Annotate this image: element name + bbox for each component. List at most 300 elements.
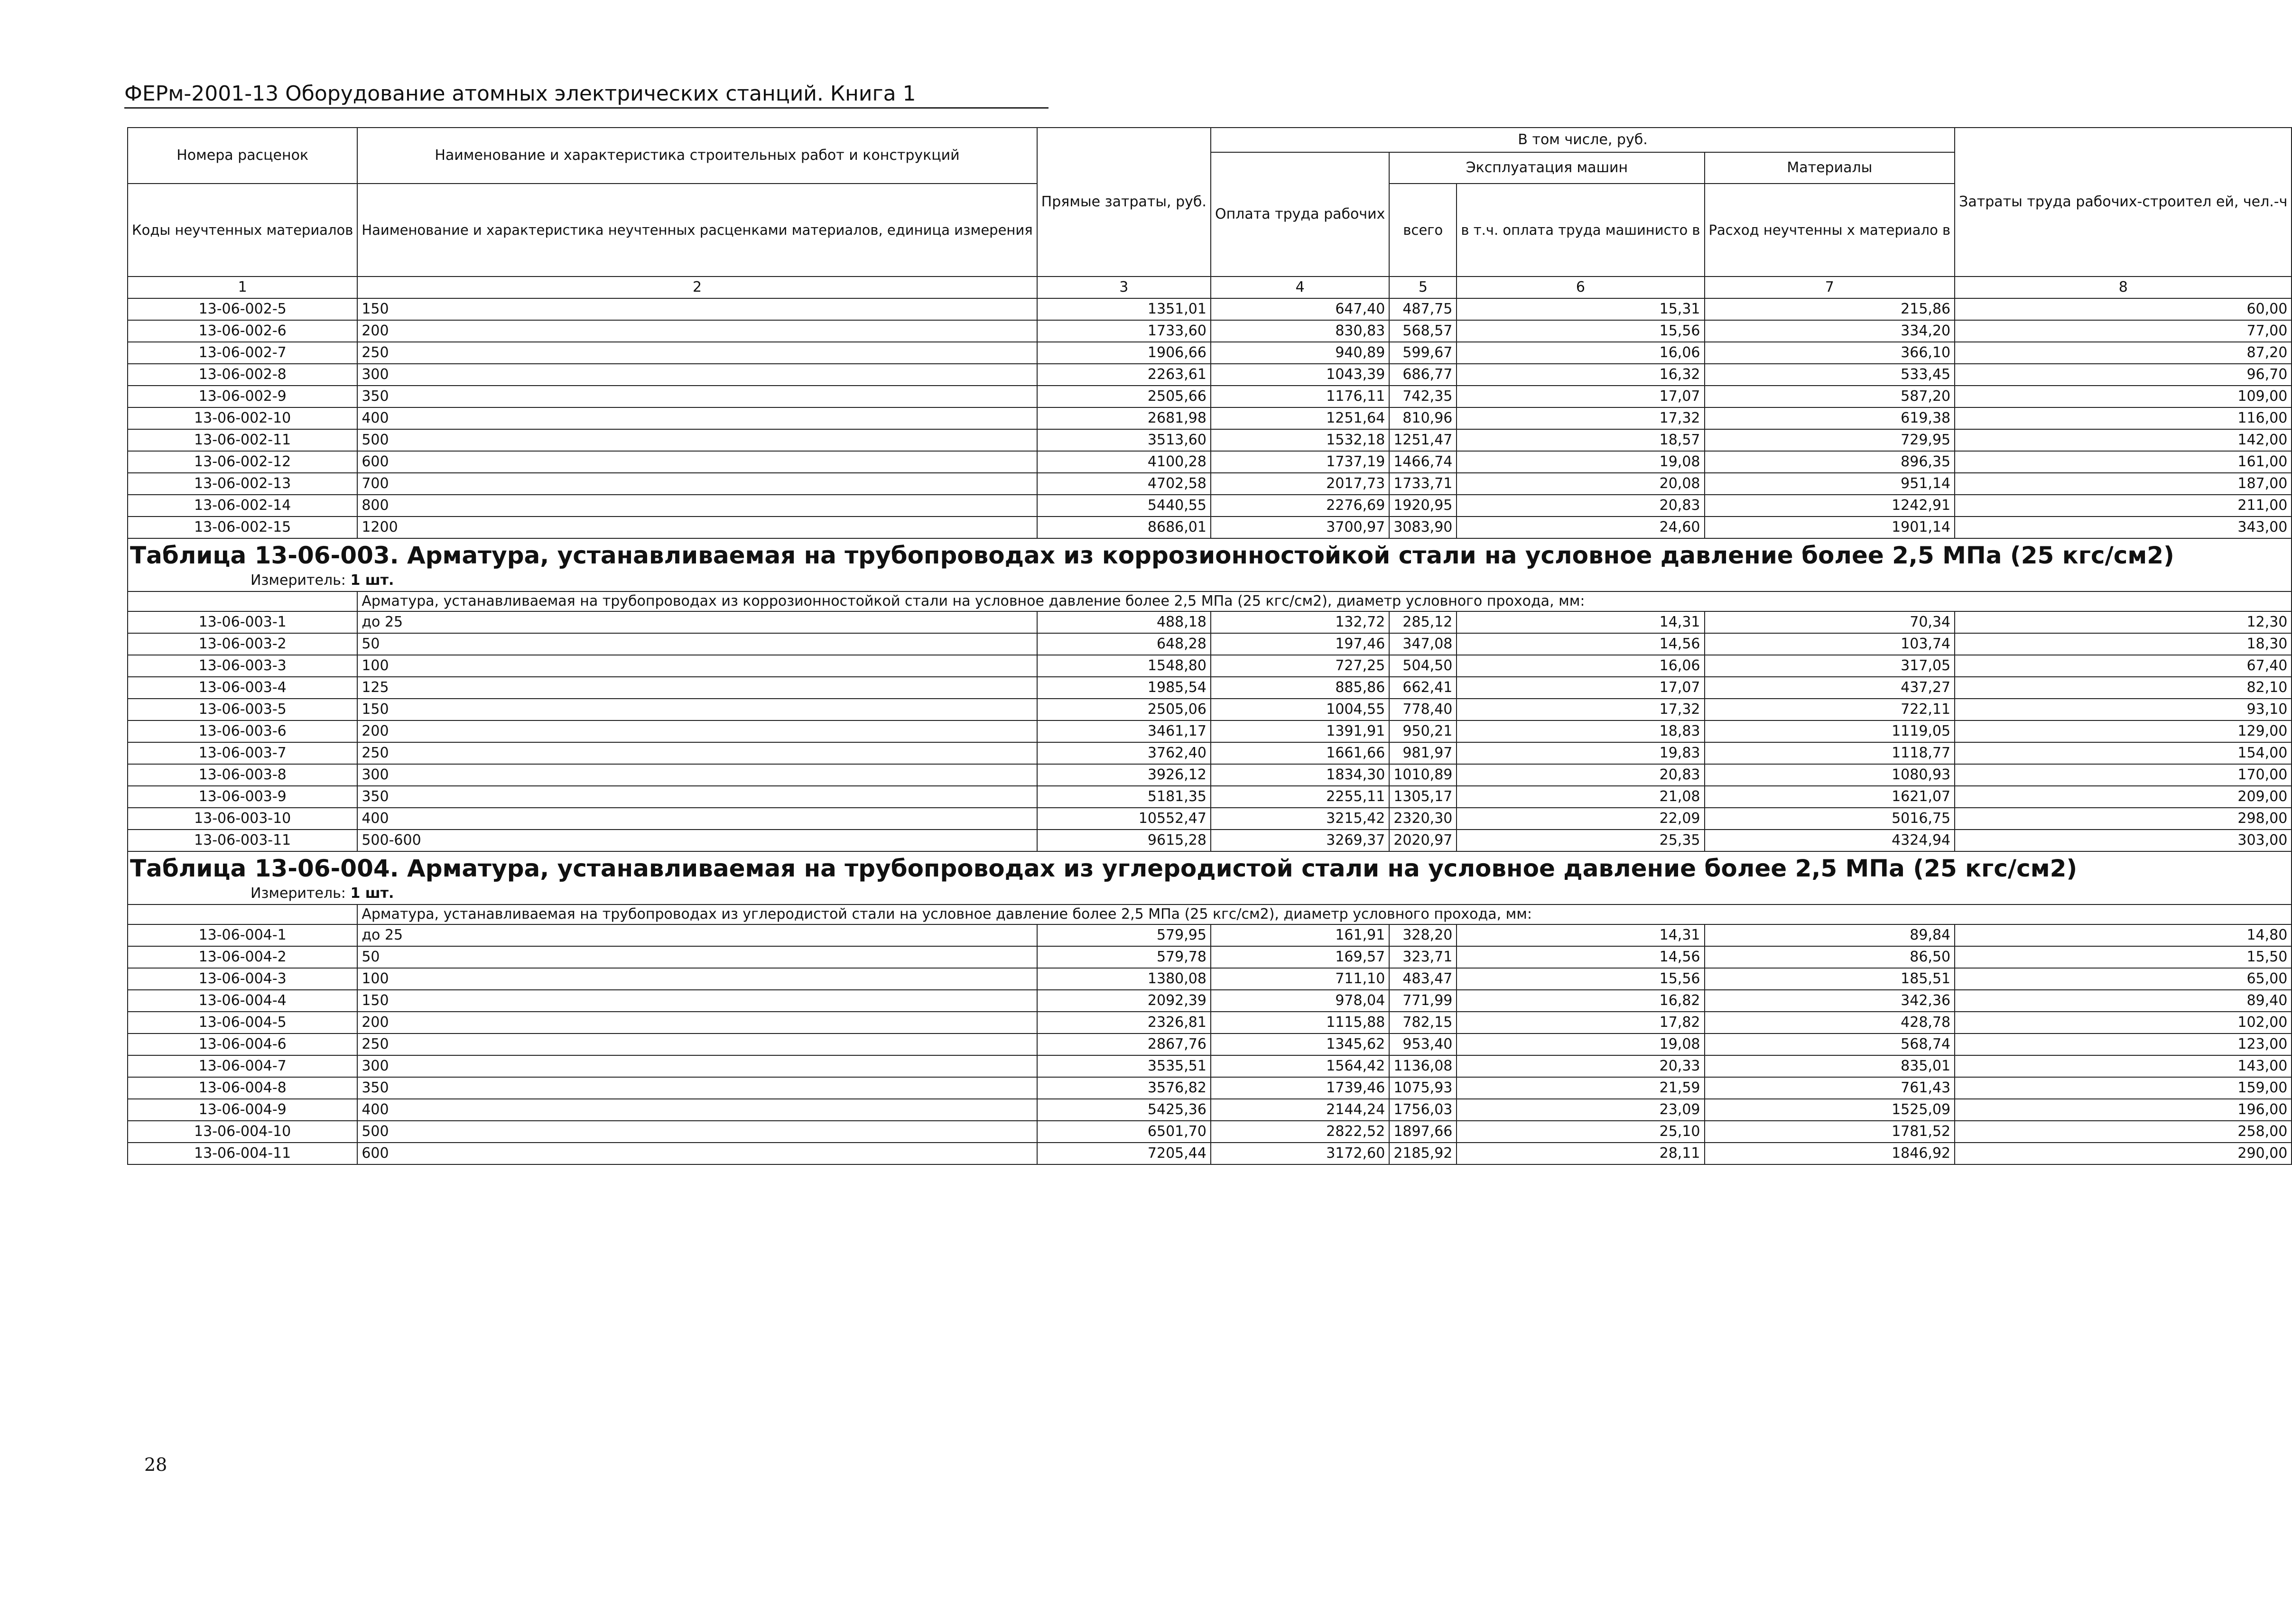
machines-wages-cell: 16,32 (1457, 364, 1704, 386)
meter-row (128, 883, 2292, 904)
table-row (128, 990, 2292, 1012)
machines-wages-cell: 17,82 (1457, 1012, 1704, 1033)
empty-cell (128, 904, 357, 924)
labor-cell: 96,70 (1955, 364, 2292, 386)
machines-total-cell: 1251,47 (1389, 429, 1457, 451)
rate-code-cell: 13-06-004-8 (128, 1077, 357, 1099)
wages-cell: 1251,64 (1211, 407, 1389, 429)
wages-cell: 1345,62 (1211, 1033, 1389, 1055)
wages-cell: 3172,60 (1211, 1143, 1389, 1164)
materials-cell: 89,84 (1705, 924, 1955, 946)
diameter-cell: 250 (357, 742, 1037, 764)
machines-wages-cell: 14,56 (1457, 633, 1704, 655)
machines-wages-cell: 19,83 (1457, 742, 1704, 764)
table-row (128, 1099, 2292, 1121)
labor-cell: 77,00 (1955, 320, 2292, 342)
rate-code-cell: 13-06-004-5 (128, 1012, 357, 1033)
direct-costs-cell: 1380,08 (1037, 968, 1211, 990)
meter-value: 1 шт. (350, 572, 394, 589)
table-row (128, 830, 2292, 851)
wages-cell: 161,91 (1211, 924, 1389, 946)
table-row (128, 342, 2292, 364)
diameter-cell: 800 (357, 495, 1037, 517)
direct-costs-cell: 4702,58 (1037, 473, 1211, 495)
machines-total-cell: 1010,89 (1389, 764, 1457, 786)
direct-costs-cell: 1548,80 (1037, 655, 1211, 677)
section-description: Арматура, устанавливаемая на трубопроводах из углеродистой стали на условное давление более 2,5 МПа (25 кгс/см2), диаметр условного прохода, мм: (357, 904, 2292, 924)
column-number: 5 (1389, 277, 1457, 298)
labor-cell: 196,00 (1955, 1099, 2292, 1121)
machines-wages-cell: 14,31 (1457, 924, 1704, 946)
table-row (128, 1055, 2292, 1077)
table-row (128, 764, 2292, 786)
machines-total-cell: 1305,17 (1389, 786, 1457, 808)
machines-total-cell: 686,77 (1389, 364, 1457, 386)
table-row (128, 924, 2292, 946)
machines-wages-cell: 24,60 (1457, 517, 1704, 538)
labor-cell: 116,00 (1955, 407, 2292, 429)
machines-total-cell: 504,50 (1389, 655, 1457, 677)
labor-cell: 87,20 (1955, 342, 2292, 364)
section-title-row (128, 538, 2292, 570)
labor-cell: 290,00 (1955, 1143, 2292, 1164)
rate-code-cell: 13-06-004-3 (128, 968, 357, 990)
description-row (128, 904, 2292, 924)
wages-cell: 1739,46 (1211, 1077, 1389, 1099)
rate-code-cell: 13-06-003-5 (128, 699, 357, 720)
labor-cell: 161,00 (1955, 451, 2292, 473)
direct-costs-cell: 2505,66 (1037, 386, 1211, 407)
wages-cell: 197,46 (1211, 633, 1389, 655)
machines-wages-cell: 16,06 (1457, 342, 1704, 364)
machines-total-cell: 2020,97 (1389, 830, 1457, 851)
diameter-cell: 250 (357, 342, 1037, 364)
machines-wages-cell: 18,57 (1457, 429, 1704, 451)
machines-wages-cell: 28,11 (1457, 1143, 1704, 1164)
machines-total-cell: 347,08 (1389, 633, 1457, 655)
wages-cell: 1043,39 (1211, 364, 1389, 386)
materials-cell: 317,05 (1705, 655, 1955, 677)
rate-code-cell: 13-06-002-12 (128, 451, 357, 473)
table-row (128, 1143, 2292, 1164)
rate-code-cell: 13-06-003-11 (128, 830, 357, 851)
rate-code-cell: 13-06-003-3 (128, 655, 357, 677)
meter-value: 1 шт. (350, 885, 394, 902)
column-number: 3 (1037, 277, 1211, 298)
materials-cell: 437,27 (1705, 677, 1955, 699)
machines-wages-cell: 21,59 (1457, 1077, 1704, 1099)
diameter-cell: до 25 (357, 611, 1037, 633)
rate-code-cell: 13-06-002-5 (128, 298, 357, 320)
table-row (128, 298, 2292, 320)
labor-cell: 89,40 (1955, 990, 2292, 1012)
section-title: Таблица 13-06-003. Арматура, устанавливаемая на трубопроводах из коррозионностойкой стали на условное давление более 2,5 МПа (25 кгс/см2) (128, 538, 2292, 570)
wages-cell: 169,57 (1211, 946, 1389, 968)
header-work-name: Наименование и характеристика строительных работ и конструкций (357, 128, 1037, 184)
labor-cell: 143,00 (1955, 1055, 2292, 1077)
rate-code-cell: 13-06-004-4 (128, 990, 357, 1012)
machines-wages-cell: 14,56 (1457, 946, 1704, 968)
labor-cell: 102,00 (1955, 1012, 2292, 1033)
machines-wages-cell: 20,83 (1457, 495, 1704, 517)
direct-costs-cell: 5440,55 (1037, 495, 1211, 517)
table-row (128, 699, 2292, 720)
rate-code-cell: 13-06-004-2 (128, 946, 357, 968)
rate-code-cell: 13-06-003-4 (128, 677, 357, 699)
materials-cell: 215,86 (1705, 298, 1955, 320)
rate-code-cell: 13-06-002-9 (128, 386, 357, 407)
machines-wages-cell: 25,10 (1457, 1121, 1704, 1143)
wages-cell: 1004,55 (1211, 699, 1389, 720)
materials-cell: 896,35 (1705, 451, 1955, 473)
table-row (128, 517, 2292, 538)
table-row (128, 495, 2292, 517)
table-row (128, 451, 2292, 473)
wages-cell: 727,25 (1211, 655, 1389, 677)
machines-total-cell: 3083,90 (1389, 517, 1457, 538)
meter-label: Измеритель: (251, 885, 346, 902)
header-machines-total: всего (1389, 184, 1457, 277)
rate-code-cell: 13-06-004-1 (128, 924, 357, 946)
header-material-name: Наименование и характеристика неучтенных расценками материалов, единица измерения (357, 184, 1037, 277)
machines-total-cell: 2320,30 (1389, 808, 1457, 830)
labor-cell: 14,80 (1955, 924, 2292, 946)
rate-code-cell: 13-06-004-11 (128, 1143, 357, 1164)
rate-code-cell: 13-06-003-9 (128, 786, 357, 808)
wages-cell: 1176,11 (1211, 386, 1389, 407)
machines-total-cell: 953,40 (1389, 1033, 1457, 1055)
materials-cell: 1846,92 (1705, 1143, 1955, 1164)
wages-cell: 940,89 (1211, 342, 1389, 364)
rate-code-cell: 13-06-003-10 (128, 808, 357, 830)
rate-code-cell: 13-06-002-7 (128, 342, 357, 364)
machines-total-cell: 487,75 (1389, 298, 1457, 320)
diameter-cell: 300 (357, 1055, 1037, 1077)
labor-cell: 109,00 (1955, 386, 2292, 407)
diameter-cell: 500 (357, 1121, 1037, 1143)
machines-total-cell: 599,67 (1389, 342, 1457, 364)
section-title: Таблица 13-06-004. Арматура, устанавливаемая на трубопроводах из углеродистой стали на условное давление более 2,5 МПа (25 кгс/см2) (128, 851, 2292, 883)
materials-cell: 761,43 (1705, 1077, 1955, 1099)
labor-cell: 12,30 (1955, 611, 2292, 633)
table-row (128, 677, 2292, 699)
labor-cell: 142,00 (1955, 429, 2292, 451)
materials-cell: 835,01 (1705, 1055, 1955, 1077)
header-machines-wages: в т.ч. оплата труда машинисто в (1457, 184, 1704, 277)
table-row (128, 1121, 2292, 1143)
materials-cell: 1080,93 (1705, 764, 1955, 786)
description-row (128, 591, 2292, 611)
labor-cell: 343,00 (1955, 517, 2292, 538)
machines-wages-cell: 21,08 (1457, 786, 1704, 808)
header-rate-numbers: Номера расценок (128, 128, 357, 184)
machines-total-cell: 782,15 (1389, 1012, 1457, 1033)
machines-total-cell: 1733,71 (1389, 473, 1457, 495)
header-materials-use: Расход неучтенны х материало в (1705, 184, 1955, 277)
diameter-cell: 200 (357, 720, 1037, 742)
machines-wages-cell: 20,08 (1457, 473, 1704, 495)
machines-wages-cell: 19,08 (1457, 1033, 1704, 1055)
machines-total-cell: 1136,08 (1389, 1055, 1457, 1077)
diameter-cell: 350 (357, 786, 1037, 808)
machines-total-cell: 662,41 (1389, 677, 1457, 699)
table-row (128, 611, 2292, 633)
wages-cell: 2144,24 (1211, 1099, 1389, 1121)
labor-cell: 129,00 (1955, 720, 2292, 742)
table-row (128, 386, 2292, 407)
diameter-cell: 700 (357, 473, 1037, 495)
direct-costs-cell: 9615,28 (1037, 830, 1211, 851)
machines-wages-cell: 20,33 (1457, 1055, 1704, 1077)
machines-total-cell: 771,99 (1389, 990, 1457, 1012)
machines-wages-cell: 18,83 (1457, 720, 1704, 742)
diameter-cell: 150 (357, 298, 1037, 320)
table-row (128, 968, 2292, 990)
machines-total-cell: 1466,74 (1389, 451, 1457, 473)
machines-total-cell: 981,97 (1389, 742, 1457, 764)
direct-costs-cell: 2681,98 (1037, 407, 1211, 429)
wages-cell: 978,04 (1211, 990, 1389, 1012)
machines-wages-cell: 16,06 (1457, 655, 1704, 677)
materials-cell: 86,50 (1705, 946, 1955, 968)
diameter-cell: 350 (357, 1077, 1037, 1099)
direct-costs-cell: 1733,60 (1037, 320, 1211, 342)
header-materials: Материалы (1705, 152, 1955, 184)
table-row (128, 1033, 2292, 1055)
table-row (128, 720, 2292, 742)
labor-cell: 159,00 (1955, 1077, 2292, 1099)
direct-costs-cell: 4100,28 (1037, 451, 1211, 473)
table-body (128, 128, 2292, 1164)
direct-costs-cell: 648,28 (1037, 633, 1211, 655)
materials-cell: 428,78 (1705, 1012, 1955, 1033)
direct-costs-cell: 7205,44 (1037, 1143, 1211, 1164)
table-row (128, 1012, 2292, 1033)
machines-total-cell: 1075,93 (1389, 1077, 1457, 1099)
direct-costs-cell: 579,78 (1037, 946, 1211, 968)
materials-cell: 722,11 (1705, 699, 1955, 720)
meter-label: Измеритель: (251, 572, 346, 589)
machines-wages-cell: 15,56 (1457, 320, 1704, 342)
machines-total-cell: 323,71 (1389, 946, 1457, 968)
section-description: Арматура, устанавливаемая на трубопроводах из коррозионностойкой стали на условное давление более 2,5 МПа (25 кгс/см2), диаметр условного прохода, мм: (357, 591, 2292, 611)
header-wages: Оплата труда рабочих (1211, 152, 1389, 277)
labor-cell: 67,40 (1955, 655, 2292, 677)
rate-code-cell: 13-06-002-10 (128, 407, 357, 429)
rate-code-cell: 13-06-003-6 (128, 720, 357, 742)
column-numbers-row (128, 277, 2292, 298)
labor-cell: 18,30 (1955, 633, 2292, 655)
meter-row (128, 570, 2292, 591)
rate-code-cell: 13-06-002-6 (128, 320, 357, 342)
wages-cell: 711,10 (1211, 968, 1389, 990)
diameter-cell: 150 (357, 699, 1037, 720)
materials-cell: 729,95 (1705, 429, 1955, 451)
wages-cell: 885,86 (1211, 677, 1389, 699)
machines-wages-cell: 15,31 (1457, 298, 1704, 320)
labor-cell: 154,00 (1955, 742, 2292, 764)
wages-cell: 2017,73 (1211, 473, 1389, 495)
table-row (128, 655, 2292, 677)
rate-code-cell: 13-06-002-14 (128, 495, 357, 517)
machines-total-cell: 483,47 (1389, 968, 1457, 990)
labor-cell: 60,00 (1955, 298, 2292, 320)
direct-costs-cell: 579,95 (1037, 924, 1211, 946)
direct-costs-cell: 1906,66 (1037, 342, 1211, 364)
meter (128, 883, 2292, 904)
materials-cell: 1901,14 (1705, 517, 1955, 538)
materials-cell: 1781,52 (1705, 1121, 1955, 1143)
machines-wages-cell: 19,08 (1457, 451, 1704, 473)
labor-cell: 211,00 (1955, 495, 2292, 517)
table-row (128, 473, 2292, 495)
machines-total-cell: 1756,03 (1389, 1099, 1457, 1121)
diameter-cell: 125 (357, 677, 1037, 699)
direct-costs-cell: 8686,01 (1037, 517, 1211, 538)
rate-code-cell: 13-06-004-7 (128, 1055, 357, 1077)
header-material-codes: Коды неучтенных материалов (128, 184, 357, 277)
table-row (128, 633, 2292, 655)
diameter-cell: 200 (357, 320, 1037, 342)
machines-wages-cell: 14,31 (1457, 611, 1704, 633)
diameter-cell: 300 (357, 764, 1037, 786)
labor-cell: 65,00 (1955, 968, 2292, 990)
labor-cell: 209,00 (1955, 786, 2292, 808)
column-number: 2 (357, 277, 1037, 298)
direct-costs-cell: 10552,47 (1037, 808, 1211, 830)
direct-costs-cell: 1351,01 (1037, 298, 1211, 320)
rate-code-cell: 13-06-004-9 (128, 1099, 357, 1121)
column-number: 6 (1457, 277, 1704, 298)
table-row (128, 808, 2292, 830)
machines-total-cell: 742,35 (1389, 386, 1457, 407)
labor-cell: 187,00 (1955, 473, 2292, 495)
materials-cell: 342,36 (1705, 990, 1955, 1012)
wages-cell: 3215,42 (1211, 808, 1389, 830)
machines-total-cell: 950,21 (1389, 720, 1457, 742)
materials-cell: 1118,77 (1705, 742, 1955, 764)
wages-cell: 2276,69 (1211, 495, 1389, 517)
materials-cell: 1525,09 (1705, 1099, 1955, 1121)
materials-cell: 5016,75 (1705, 808, 1955, 830)
machines-total-cell: 1897,66 (1389, 1121, 1457, 1143)
materials-cell: 4324,94 (1705, 830, 1955, 851)
wages-cell: 132,72 (1211, 611, 1389, 633)
machines-wages-cell: 20,83 (1457, 764, 1704, 786)
rate-code-cell: 13-06-003-2 (128, 633, 357, 655)
header-machines: Эксплуатация машин (1389, 152, 1704, 184)
table-row (128, 429, 2292, 451)
rate-code-cell: 13-06-002-13 (128, 473, 357, 495)
machines-wages-cell: 16,82 (1457, 990, 1704, 1012)
direct-costs-cell: 2505,06 (1037, 699, 1211, 720)
direct-costs-cell: 2867,76 (1037, 1033, 1211, 1055)
table-row (128, 407, 2292, 429)
machines-wages-cell: 22,09 (1457, 808, 1704, 830)
machines-total-cell: 810,96 (1389, 407, 1457, 429)
diameter-cell: 400 (357, 808, 1037, 830)
materials-cell: 1242,91 (1705, 495, 1955, 517)
diameter-cell: 350 (357, 386, 1037, 407)
column-number: 1 (128, 277, 357, 298)
rate-code-cell: 13-06-003-1 (128, 611, 357, 633)
direct-costs-cell: 3762,40 (1037, 742, 1211, 764)
direct-costs-cell: 6501,70 (1037, 1121, 1211, 1143)
page-header: ФЕРм-2001-13 Оборудование атомных электрических станций. Книга 1 (124, 82, 1049, 109)
wages-cell: 2822,52 (1211, 1121, 1389, 1143)
machines-wages-cell: 17,32 (1457, 407, 1704, 429)
rate-code-cell: 13-06-002-8 (128, 364, 357, 386)
materials-cell: 103,74 (1705, 633, 1955, 655)
header-including: В том числе, руб. (1211, 128, 1955, 152)
direct-costs-cell: 488,18 (1037, 611, 1211, 633)
materials-cell: 533,45 (1705, 364, 1955, 386)
machines-wages-cell: 25,35 (1457, 830, 1704, 851)
table-row (128, 742, 2292, 764)
direct-costs-cell: 3461,17 (1037, 720, 1211, 742)
diameter-cell: 250 (357, 1033, 1037, 1055)
wages-cell: 1564,42 (1211, 1055, 1389, 1077)
column-number: 4 (1211, 277, 1389, 298)
materials-cell: 587,20 (1705, 386, 1955, 407)
rate-code-cell: 13-06-004-6 (128, 1033, 357, 1055)
materials-cell: 366,10 (1705, 342, 1955, 364)
rate-code-cell: 13-06-003-8 (128, 764, 357, 786)
column-number: 8 (1955, 277, 2292, 298)
direct-costs-cell: 2326,81 (1037, 1012, 1211, 1033)
wages-cell: 1737,19 (1211, 451, 1389, 473)
direct-costs-cell: 3926,12 (1037, 764, 1211, 786)
wages-cell: 1834,30 (1211, 764, 1389, 786)
direct-costs-cell: 5425,36 (1037, 1099, 1211, 1121)
rate-code-cell: 13-06-002-11 (128, 429, 357, 451)
machines-wages-cell: 15,56 (1457, 968, 1704, 990)
machines-total-cell: 1920,95 (1389, 495, 1457, 517)
rates-table (127, 127, 2292, 1165)
materials-cell: 951,14 (1705, 473, 1955, 495)
direct-costs-cell: 2092,39 (1037, 990, 1211, 1012)
diameter-cell: 400 (357, 407, 1037, 429)
labor-cell: 258,00 (1955, 1121, 2292, 1143)
machines-total-cell: 778,40 (1389, 699, 1457, 720)
diameter-cell: 1200 (357, 517, 1037, 538)
wages-cell: 830,83 (1211, 320, 1389, 342)
wages-cell: 3269,37 (1211, 830, 1389, 851)
table-row (128, 1077, 2292, 1099)
diameter-cell: 600 (357, 1143, 1037, 1164)
diameter-cell: до 25 (357, 924, 1037, 946)
direct-costs-cell: 2263,61 (1037, 364, 1211, 386)
labor-cell: 82,10 (1955, 677, 2292, 699)
wages-cell: 1391,91 (1211, 720, 1389, 742)
wages-cell: 1661,66 (1211, 742, 1389, 764)
empty-cell (128, 591, 357, 611)
direct-costs-cell: 3535,51 (1037, 1055, 1211, 1077)
wages-cell: 647,40 (1211, 298, 1389, 320)
direct-costs-cell: 5181,35 (1037, 786, 1211, 808)
diameter-cell: 100 (357, 655, 1037, 677)
diameter-cell: 400 (357, 1099, 1037, 1121)
wages-cell: 2255,11 (1211, 786, 1389, 808)
machines-total-cell: 285,12 (1389, 611, 1457, 633)
wages-cell: 1115,88 (1211, 1012, 1389, 1033)
materials-cell: 1119,05 (1705, 720, 1955, 742)
machines-wages-cell: 23,09 (1457, 1099, 1704, 1121)
machines-wages-cell: 17,32 (1457, 699, 1704, 720)
machines-wages-cell: 17,07 (1457, 677, 1704, 699)
rate-code-cell: 13-06-004-10 (128, 1121, 357, 1143)
labor-cell: 298,00 (1955, 808, 2292, 830)
